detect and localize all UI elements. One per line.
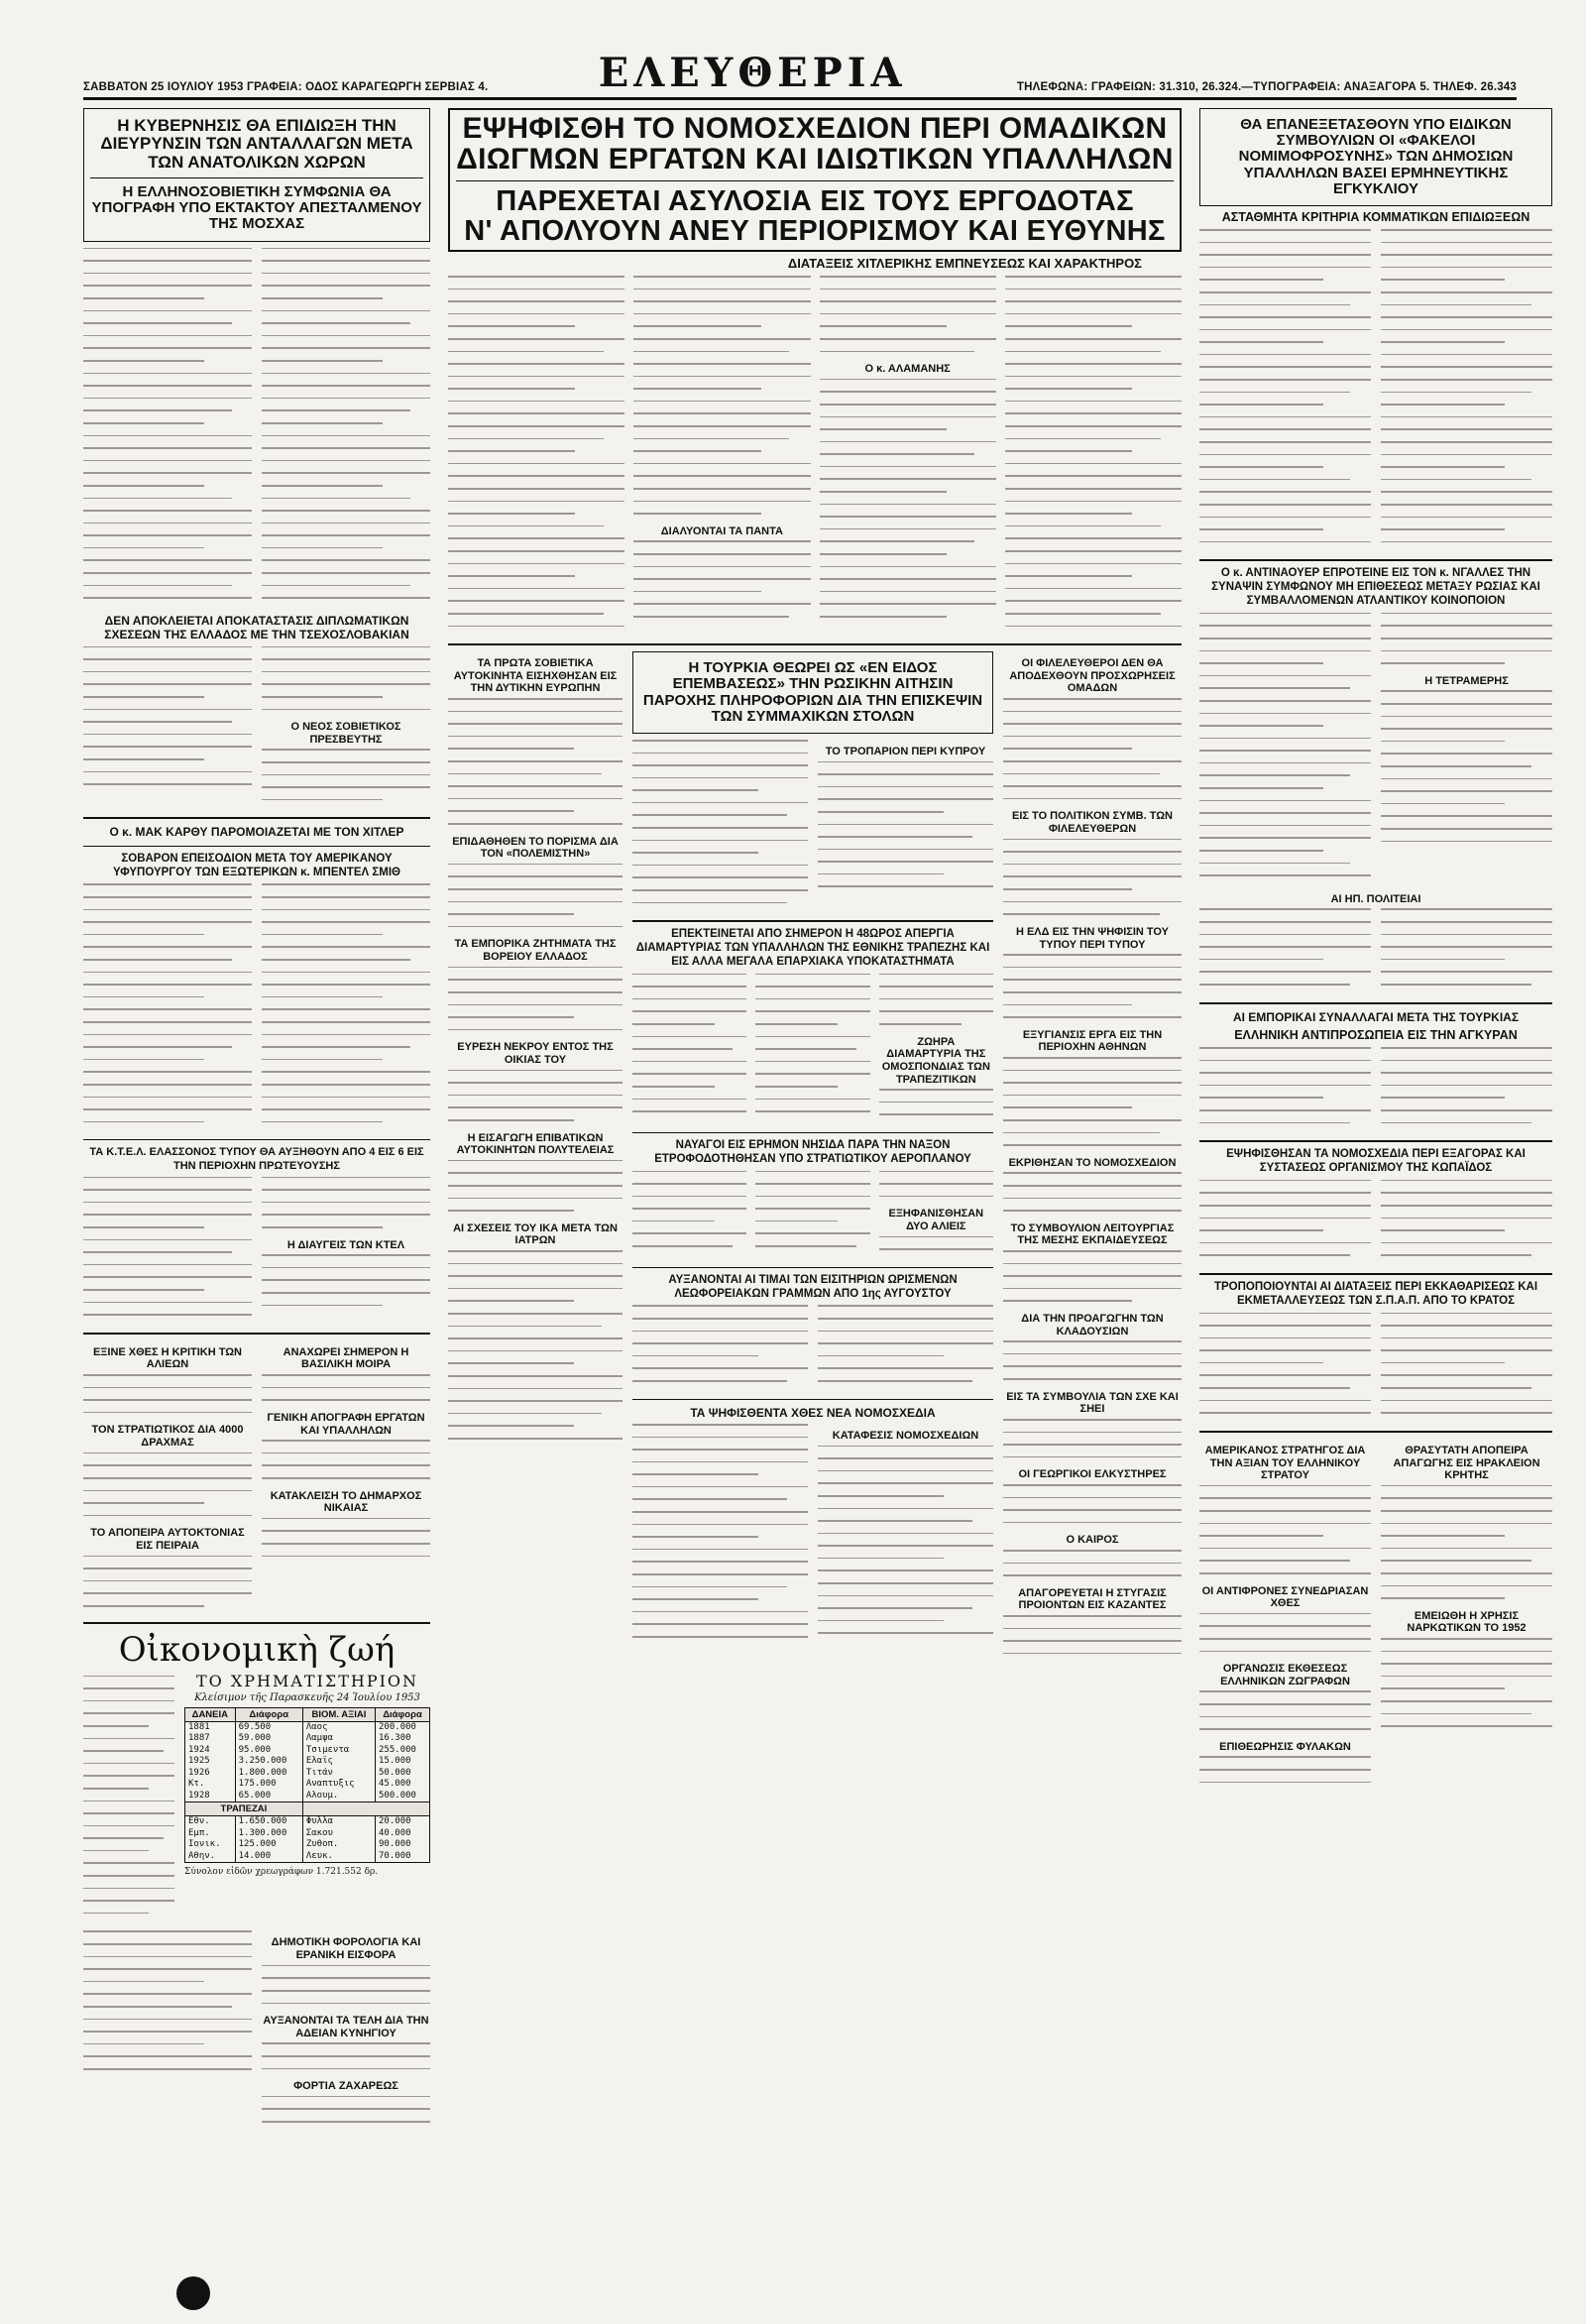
left-lead-box [83,108,430,242]
center-headline-naval: ΝΑΥΑΓΟΙ ΕΙΣ ΕΡΗΜΟΝ ΝΗΣΙΔΑ ΠΑΡΑ ΤΗΝ ΝΑΞΟΝ ΕΤΡΟΦΟΔΟΤΗΘΗΣΑΝ ΥΠΟ ΣΤΡΑΤΙΩΤΙΚΟΥ ΑΕΡΟΠΛΑΝΟΥ [654,1138,971,1165]
masthead-phones: ΤΗΛΕΦΩΝΑ: ΓΡΑΦΕΙΩΝ: 31.310, 26.324.—ΤΥΠΟΓΡΑΦΕΙΑ: ΑΝΑΞΑΓΟΡΑ 5. ΤΗΛΕΦ. 26.343 [1016,81,1517,93]
masthead [83,44,1517,100]
table-row: Εμπ. 1.300.000 Σακου 40.000 [185,1828,430,1840]
center-headline-porisma: ΕΠΙΔΑΘΗΘΕΝ ΤΟ ΠΟΡΙΣΜΑ ΔΙΑ ΤΟΝ «ΠΟΛΕΜΙΣΤΗΝ» [452,835,619,861]
finance-total: Σύνολον εἰδῶν χρεωγράφων 1.721.552 δρ. [184,1867,379,1878]
center-headline-erga: ΕΞΥΓΙΑΝΣΙΣ ΕΡΓΑ ΕΙΣ ΤΗΝ ΠΕΡΙΟΧΗΝ ΑΘΗΝΩΝ [1022,1028,1163,1054]
col-header: ΒΙΟΜ. ΑΞΙΑΙ [302,1707,375,1721]
lead-headline-1: ΕΨΗΦΙΣΘΗ ΤΟ ΝΟΜΟΣΧΕΔΙΟΝ ΠΕΡΙ ΟΜΑΔΙΚΩΝ [462,112,1168,145]
center-headline-bank: ΕΠΕΚΤΕΙΝΕΤΑΙ ΑΠΟ ΣΗΜΕΡΟΝ Η 48ΩΡΟΣ ΑΠΕΡΓΙΑ ΔΙΑΜΑΡΤΥΡΙΑΣ ΤΩΝ ΥΠΑΛΛΗΛΩΝ ΤΗΣ ΕΘΝΙΚΗΣ ΤΡΑΠΕΖΗΣ ΚΑΙ ΕΙΣ ΑΛΛΑ ΜΕΓΑΛΑ ΕΠΑΡΧΙΑΚΑ ΥΠΟΚΑΤΑΣΤΗΜΑΤΑ [635,928,990,968]
right-lead-box [1199,108,1552,206]
right-briefs [1199,1439,1552,1794]
center-subhead-alam: Ο κ. ΑΛΑΜΑΝΗΣ [864,363,951,376]
center-headline-ekl: ΔΙΑ ΤΗΝ ΠΡΟΑΓΩΓΗΝ ΤΩΝ ΚΛΑΔΟΥΣΙΩΝ [1021,1313,1164,1337]
right-column [1199,108,1552,2134]
stock-table [184,1707,430,1864]
center-headline-fares: ΑΥΞΑΝΟΝΤΑΙ ΑΙ ΤΙΜΑΙ ΤΩΝ ΕΙΣΙΤΗΡΙΩΝ ΩΡΙΣΜΕΝΩΝ ΛΕΩΦΟΡΕΙΑΚΩΝ ΓΡΑΜΜΩΝ ΑΠΟ 1ης ΑΥΓΟΥΣΤΟΥ [668,1273,958,1300]
left-column [83,108,430,2134]
table-row: Ιονικ. 125.000 Ζυθοπ. 90.000 [185,1839,430,1851]
center-headline-typos: Η ΕΛΔ ΕΙΣ ΤΗΝ ΨΗΦΙΣΙΝ ΤΟΥ ΤΥΠΟΥ ΠΕΡΙ ΤΥΠΟΥ [1015,925,1170,951]
center-headline-syst: ΤΟ ΣΥΜΒΟΥΛΙΟΝ ΛΕΙΤΟΥΡΓΙΑΣ ΤΗΣ ΜΕΣΗΣ ΕΚΠΑΙΔΕΥΣΕΩΣ [1010,1221,1175,1247]
center-headline-apag: ΑΠΑΓΟΡΕΥΕΤΑΙ Η ΣΤΥΓΑΣΙΣ ΠΡΟΙΟΝΤΩΝ ΕΙΣ ΚΑΖΑΝΤΕΣ [1018,1586,1167,1612]
right-headline-2-sub: Η ΤΕΤΡΑΜΕΡΗΣ [1424,674,1509,687]
table-row: Κτ. 175.000 Αναπτυξις 45.000 [185,1779,430,1791]
left-bottom-body [83,1930,430,2133]
left-sec7-body [83,1177,430,1327]
table-row: 1926 1.800.000 Τιτάν 50.000 [185,1768,430,1780]
right-headline-10: ΟΡΓΑΝΩΣΙΣ ΕΚΘΕΣΕΩΣ ΕΛΛΗΝΙΚΩΝ ΖΩΓΡΑΦΩΝ [1220,1663,1350,1687]
finance-title: Οἰκονομικὴ ζωή [83,1622,430,1670]
left-headline-8: Η ΔΙΑΥΓΕΙΣ ΤΩΝ ΚΤΕΛ [286,1238,405,1251]
center-headline-eisagogi: Η ΕΙΣΑΓΩΓΗ ΕΠΙΒΑΤΙΚΩΝ ΑΥΤΟΚΙΝΗΤΩΝ ΠΟΛΥΤΕΛΕΙΑΣ [456,1131,615,1157]
left-lead-body [83,248,430,610]
left-headline-17: ΦΟΡΤΙΑ ΖΑΧΑΡΕΩΣ [293,2080,398,2093]
right-headline-4: ΑΙ ΕΜΠΟΡΙΚΑΙ ΣΥΝΑΛΛΑΓΑΙ ΜΕΤΑ ΤΗΣ ΤΟΥΡΚΙΑΣ [1232,1009,1520,1024]
right-headline-8: ΘΡΑΣΥΤΑΤΗ ΑΠΟΠΕΙΡΑ ΑΠΑΓΩΓΗΣ ΕΙΣ ΗΡΑΚΛΕΙΟΝ ΚΡΗΤΗΣ [1393,1444,1540,1482]
lead-headline-3: ΠΑΡΕΧΕΤΑΙ ΑΣΥΛΟΣΙΑ ΕΙΣ ΤΟΥΣ ΕΡΓΟΔΟΤΑΣ [496,185,1134,218]
lead-headline-4: Ν' ΑΠΟΛΥΟΥΝ ΑΝΕΥ ΠΕΡΙΟΡΙΣΜΟΥ ΚΑΙ ΕΥΘΥΝΗΣ [464,214,1166,247]
center-subhead-two: ΕΞΗΦΑΝΙΣΘΗΣΑΝ ΔΥΟ ΑΛΙΕΙΣ [888,1208,984,1232]
left-headline-3: ΔΕΝ ΑΠΟΚΛΕΙΕΤΑΙ ΑΠΟΚΑΤΑΣΤΑΣΙΣ ΔΙΠΛΩΜΑΤΙΚΩΝ ΣΧΕΣΕΩΝ ΤΗΣ ΕΛΛΑΔΟΣ ΜΕ ΤΗΝ ΤΣΕΧΟΣΛΟΒΑΚΙΑΝ [104,613,409,642]
lead-story-box [448,108,1182,252]
article-text [262,248,430,610]
center-headline-laws: ΤΑ ΨΗΦΙΣΘΕΝΤΑ ΧΘΕΣ ΝΕΑ ΝΟΜΟΣΧΕΔΙΑ [690,1405,936,1420]
center-column [448,108,1182,2134]
table-row: 1925 3.250.000 Ελαϊς 15.000 [185,1756,430,1768]
center-headline-nekros: ΕΥΡΕΣΗ ΝΕΚΡΟΥ ΕΝΤΟΣ ΤΗΣ ΟΙΚΙΑΣ ΤΟΥ [457,1041,614,1066]
left-headline-7: ΤΑ Κ.Τ.Ε.Λ. ΕΛΑΣΣΟΝΟΣ ΤΥΠΟΥ ΘΑ ΑΥΞΗΘΟΥΝ ΑΠΟ 4 ΕΙΣ 6 ΕΙΣ ΤΗΝ ΠΕΡΙΟΧΗΝ ΠΡΩΤΕΥΟΥΣΗΣ [89,1146,424,1172]
left-headline-6: ΣΟΒΑΡΟΝ ΕΠΕΙΣΟΔΙΟΝ ΜΕΤΑ ΤΟΥ ΑΜΕΡΙΚΑΝΟΥ ΥΦΥΠΟΥΡΓΟΥ ΤΩΝ ΕΞΩΤΕΡΙΚΩΝ κ. ΜΠΕΝΤΕΛ ΣΜΙΘ [113,852,400,878]
right-headline-5: ΕΨΗΦΙΣΘΗΣΑΝ ΤΑ ΝΟΜΟΣΧΕΔΙΑ ΠΕΡΙ ΕΞΑΓΟΡΑΣ ΚΑΙ ΣΥΣΤΑΣΕΩΣ ΟΡΓΑΝΙΣΜΟΥ ΤΗΣ ΚΩΠΑΪΔΟΣ [1226,1148,1526,1174]
left-sec3-body [83,646,430,812]
lead-body [448,276,1182,638]
article-text [83,248,252,610]
finance-date: Κλείσιμον τῆς Παρασκευῆς 24 Ἰουλίου 1953 [194,1691,420,1703]
turkey-story-box [632,651,993,734]
center-headline-georg: ΟΙ ΓΕΩΡΓΙΚΟΙ ΕΛΚΥΣΤΗΡΕΣ [1018,1468,1167,1481]
right-headline-9: ΟΙ ΑΝΤΙΦΡΟΝΕΣ ΣΥΝΕΔΡΙΑΣΑΝ ΧΘΕΣ [1201,1584,1369,1610]
right-headline-1: ΘΑ ΕΠΑΝΕΞΕΤΑΣΘΟΥΝ ΥΠΟ ΕΙΔΙΚΩΝ ΣΥΜΒΟΥΛΙΩΝ ΟΙ «ΦΑΚΕΛΟΙ ΝΟΜΙΜΟΦΡΟΣΥΝΗΣ» ΤΩΝ ΔΗΜΟΣΙΩΝ ΥΠΑΛΛΗΛΩΝ ΒΑΣΕΙ ΕΡΜΗΝΕΥΤΙΚΗΣ ΕΓΚΥΚΛΙΟΥ [1238,116,1514,197]
left-headline-14: ΚΑΤΑΚΛΕΙΣΗ ΤΟ ΔΗΜΑΡΧΟΣ ΝΙΚΑΙΑΣ [270,1489,422,1515]
center-headline-turkey: Η ΤΟΥΡΚΙΑ ΘΕΩΡΕΙ ΩΣ «ΕΝ ΕΙΔΟΣ ΕΠΕΜΒΑΣΕΩΣ» ΤΗΝ ΡΩΣΙΚΗΝ ΑΙΤΗΣΙΝ ΠΑΡΟΧΗΣ ΠΛΗΡΟΦΟΡΙΩΝ ΔΙΑ ΤΗΝ ΕΠΙΣΚΕΨΙΝ ΤΩΝ ΣΥΜΜΑΧΙΚΩΝ ΣΤΟΛΩΝ [642,659,983,725]
right-headline-3: ΑΙ ΗΠ. ΠΟΛΙΤΕΙΑΙ [1330,892,1421,905]
center-headline-liberal-council: ΕΙΣ ΤΟ ΠΟΛΙΤΙΚΟΝ ΣΥΜΒ. ΤΩΝ ΦΙΛΕΛΕΥΘΕΡΩΝ [1012,810,1173,836]
left-headline-15: ΔΗΜΟΤΙΚΗ ΦΟΡΟΛΟΓΙΑ ΚΑΙ ΕΡΑΝΙΚΗ ΕΙΣΦΟΡΑ [271,1936,421,1962]
table-row: 1881 69.500 Λαος 200.000 [185,1721,430,1733]
table-row: 1924 95.000 Τσιμεντα 255.000 [185,1745,430,1757]
lead-headline-2: ΔΙΩΓΜΩΝ ΕΡΓΑΤΩΝ ΚΑΙ ΙΔΙΩΤΙΚΩΝ ΥΠΑΛΛΗΛΩΝ [456,142,1174,175]
col-header: Διάφορα [235,1707,302,1721]
bank-header: ΤΡΑΠΕΖΑΙ [185,1802,303,1816]
center-middle [448,651,1182,1665]
left-briefs [83,1340,430,1618]
center-subhead-zoh: ΖΩΗΡΑ ΔΙΑΜΑΡΤΥΡΙΑ ΤΗΣ ΟΜΟΣΠΟΝΔΙΑΣ ΤΩΝ ΤΡΑΠΕΖΙΤΙΚΩΝ [881,1035,990,1086]
left-sec6-body [83,883,430,1133]
newspaper-title: ΕΛΕΥΘΕΡΙΑ [598,50,907,96]
right-lead-body [1199,229,1552,553]
left-headline-12: ΑΝΑΧΩΡΕΙ ΣΗΜΕΡΟΝ Η ΒΑΣΙΛΙΚΗ ΜΟΙΡΑ [283,1345,409,1371]
right-headline-12: ΕΜΕΙΩΘΗ Η ΧΡΗΣΙΣ ΝΑΡΚΩΤΙΚΩΝ ΤΟ 1952 [1407,1609,1527,1635]
left-headline-9: ΕΞΙΝΕ ΧΘΕΣ Η ΚΡΙΤΙΚΗ ΤΩΝ ΑΛΙΕΩΝ [92,1345,243,1371]
right-headline-11: ΕΠΙΘΕΩΡΗΣΙΣ ΦΥΛΑΚΩΝ [1219,1740,1351,1753]
finance-section [83,1670,430,1925]
center-subhead-trop: ΤΟ ΤΡΟΠΑΡΙΟΝ ΠΕΡΙ ΚΥΠΡΟΥ [825,745,986,757]
center-subhead-katafeseis: ΚΑΤΑΦΕΣΙΣ ΝΟΜΟΣΧΕΔΙΩΝ [832,1429,979,1442]
center-headline-nom: ΕΚΡΙΘΗΣΑΝ ΤΟ ΝΟΜΟΣΧΕΔΙΟΝ [1008,1156,1177,1169]
right-sec2-body [1199,613,1552,887]
left-headline-11: ΤΟ ΑΠΟΠΕΙΡΑ ΑΥΤΟΚΤΟΝΙΑΣ ΕΙΣ ΠΕΙΡΑΙΑ [90,1527,245,1552]
col-header: Διάφορα [376,1707,430,1721]
center-headline-emporika: ΤΑ ΕΜΠΟΡΙΚΑ ΖΗΤΗΜΑΤΑ ΤΗΣ ΒΟΡΕΙΟΥ ΕΛΛΑΔΟΣ [454,938,617,964]
ink-blot [176,2276,210,2310]
left-headline-13: ΓΕΝΙΚΗ ΑΠΟΓΡΑΦΗ ΕΡΓΑΤΩΝ ΚΑΙ ΥΠΑΛΛΗΛΩΝ [267,1411,425,1437]
lead-subheadline: ΔΙΑΤΑΞΕΙΣ ΧΙΤΛΕΡΙΚΗΣ ΕΜΠΝΕΥΣΕΩΣ ΚΑΙ ΧΑΡΑΚΤΗΡΟΣ [787,256,1142,272]
table-row: Εθν. 1.650.000 Φυλλα 20.000 [185,1816,430,1828]
center-headline-ika: ΑΙ ΣΧΕΣΕΙΣ ΤΟΥ ΙΚΑ ΜΕΤΑ ΤΩΝ ΙΑΤΡΩΝ [453,1221,618,1247]
left-headline-1: Η ΚΥΒΕΡΝΗΣΙΣ ΘΑ ΕΠΙΔΙΩΞΗ ΤΗΝ ΔΙΕΥΡΥΝΣΙΝ ΤΩΝ ΑΝΤΑΛΛΑΓΩΝ ΜΕΤΑ ΤΩΝ ΑΝΑΤΟΛΙΚΩΝ ΧΩΡΩΝ [100,116,413,172]
right-headline-1-sub: ΑΣΤΑΘΜΗΤΑ ΚΡΙΤΗΡΙΑ ΚΟΜΜΑΤΙΚΩΝ ΕΠΙΔΙΩΞΕΩΝ [1221,209,1530,224]
finance-subtitle: ΤΟ ΧΡΗΜΑΤΙΣΤΗΡΙΟΝ [195,1671,419,1690]
right-headline-4-sub: ΕΛΛΗΝΙΚΗ ΑΝΤΙΠΡΟΣΩΠΕΙΑ ΕΙΣ ΤΗΝ ΑΓΚΥΡΑΝ [1234,1028,1518,1043]
masthead-date-address: ΣΑΒΒΑΤΟΝ 25 ΙΟΥΛΙΟΥ 1953 ΓΡΑΦΕΙΑ: ΟΔΟΣ ΚΑΡΑΓΕΩΡΓΗ ΣΕΡΒΙΑΣ 4. [83,81,489,93]
center-subhead-dial: ΔΙΑΛΥΟΝΤΑΙ ΤΑ ΠΑΝΤΑ [660,524,783,537]
left-headline-5: Ο κ. ΜΑΚ ΚΑΡΘΥ ΠΑΡΟΜΟΙΑΖΕΤΑΙ ΜΕ ΤΟΝ ΧΙΤΛΕΡ [109,825,404,840]
center-headline-symb: ΕΙΣ ΤΑ ΣΥΜΒΟΥΛΙΑ ΤΩΝ ΣΧΕ ΚΑΙ ΣΗΕΙ [1006,1390,1179,1416]
col-header: ΔΑΝΕΙΑ [185,1707,236,1721]
center-headline-liberals: ΟΙ ΦΙΛΕΛΕΥΘΕΡΟΙ ΔΕΝ ΘΑ ΑΠΟΔΕΧΘΟΥΝ ΠΡΟΣΧΩΡΗΣΕΙΣ ΟΜΑΔΩΝ [1009,657,1176,695]
left-headline-4: Ο ΝΕΟΣ ΣΟΒΙΕΤΙΚΟΣ ΠΡΕΣΒΕΥΤΗΣ [290,721,401,746]
left-headline-2: Η ΕΛΛΗΝΟΣΟΒΙΕΤΙΚΗ ΣΥΜΦΩΝΙΑ ΘΑ ΥΠΟΓΡΑΦΗ ΥΠΟ ΕΚΤΑΚΤΟΥ ΑΠΕΣΤΑΛΜΕΝΟΥ ΤΗΣ ΜΟΣΧΑΣ [91,183,422,233]
center-headline-autos: ΤΑ ΠΡΩΤΑ ΣΟΒΙΕΤΙΚΑ ΑΥΤΟΚΙΝΗΤΑ ΕΙΣΗΧΘΗΣΑΝ ΕΙΣ ΤΗΝ ΔΥΤΙΚΗΝ ΕΥΡΩΠΗΝ [453,657,618,695]
left-headline-10: ΤΟΝ ΣΤΡΑΤΙΩΤΙΚΟΣ ΔΙΑ 4000 ΔΡΑΧΜΑΣ [91,1424,244,1450]
center-headline-kairos: Ο ΚΑΙΡΟΣ [1066,1534,1119,1547]
table-row: Αθην. 14.000 Λευκ. 70.000 [185,1851,430,1863]
right-headline-2: Ο κ. ΑΝΤΙΝΑΟΥΕΡ ΕΠΡΟΤΕΙΝΕ ΕΙΣ ΤΟΝ κ. ΝΓΑΛΛΕΣ ΤΗΝ ΣΥΝΑΨΙΝ ΣΥΜΦΩΝΟΥ ΜΗ ΕΠΙΘΕΣΕΩΣ ΜΕΤΑΞΥ ΡΩΣΙΑΣ ΚΑΙ ΣΥΜΒΑΛΛΟΜΕΝΩΝ ΑΤΛΑΝΤΙΚΟΥ ΚΟΙΝΟΠΟΙΟΝ [1211,567,1540,607]
table-row: 1928 65.000 Αλουμ. 500.000 [185,1791,430,1802]
left-headline-16: ΑΥΞΑΝΟΝΤΑΙ ΤΑ ΤΕΛΗ ΔΙΑ ΤΗΝ ΑΔΕΙΑΝ ΚΥΝΗΓΙΟΥ [263,2015,429,2039]
table-row: 1887 59.000 Λαμψα 16.300 [185,1733,430,1745]
right-headline-7: ΑΜΕΡΙΚΑΝΟΣ ΣΤΡΑΤΗΓΟΣ ΔΙΑ ΤΗΝ ΑΞΙΑΝ ΤΟΥ ΕΛΛΗΝΙΚΟΥ ΣΤΡΑΤΟΥ [1204,1444,1366,1482]
right-headline-6: ΤΡΟΠΟΠΟΙΟΥΝΤΑΙ ΑΙ ΔΙΑΤΑΞΕΙΣ ΠΕΡΙ ΕΚΚΑΘΑΡΙΣΕΩΣ ΚΑΙ ΕΚΜΕΤΑΛΛΕΥΣΕΩΣ ΤΩΝ Σ.Π.Α.Π. ΑΠΟ ΤΟ ΚΡΑΤΟΣ [1213,1280,1538,1307]
